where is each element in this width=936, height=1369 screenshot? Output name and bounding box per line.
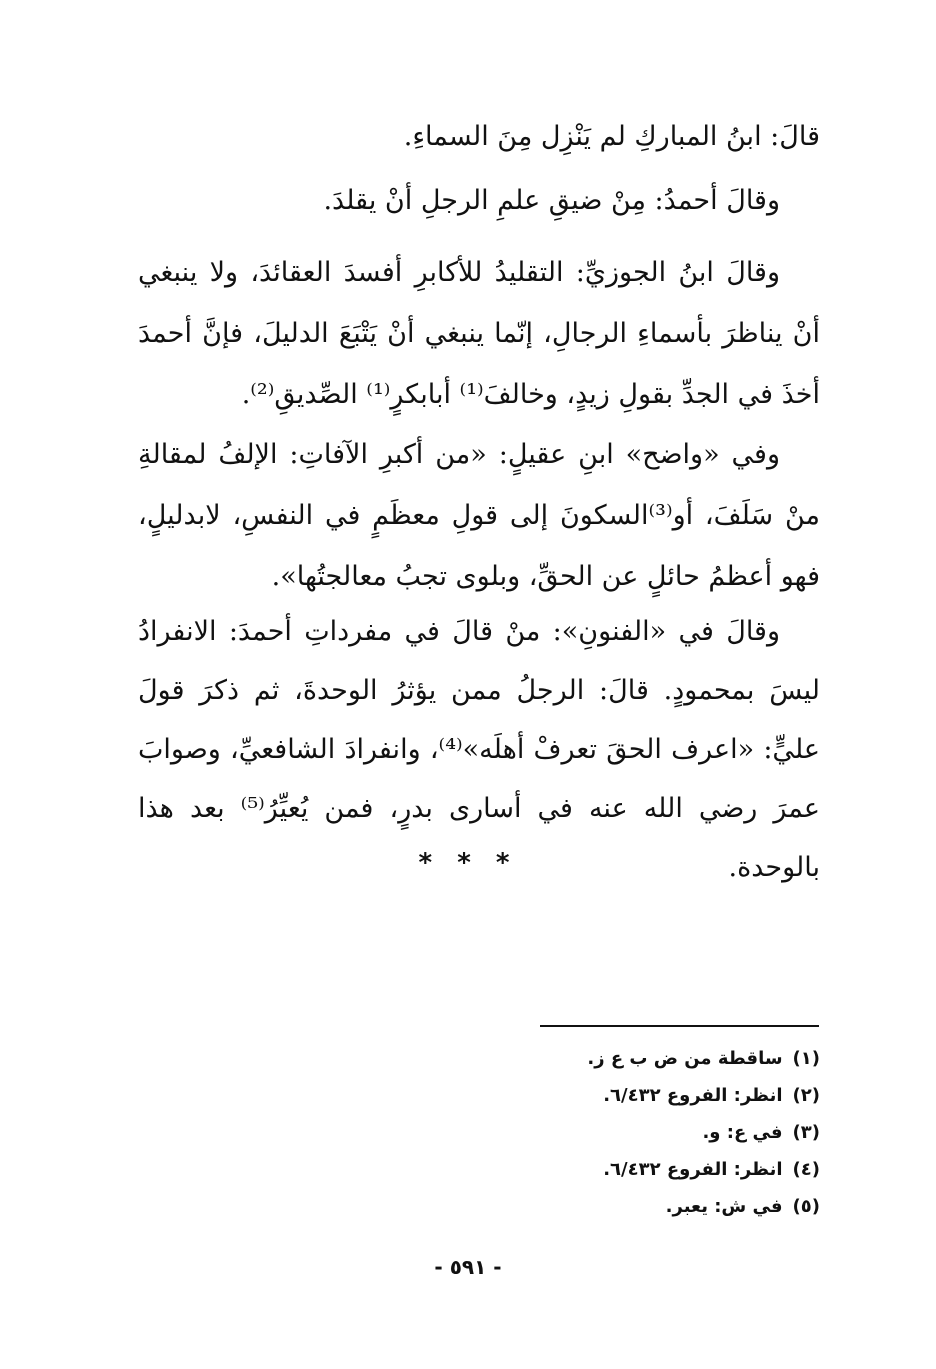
footnote-item [420,1114,820,1151]
footnote-number: (٢) [792,1085,820,1106]
paragraph-4: وفي «واضح» ابنِ عقيلٍ: «من أكبرِ الآفاتِ: الإلفُ لمقالةِ منْ سَلَفَ، أو⁽³⁾السكونَ إلى قولِ معظَمٍ في النفسِ، لابدليلٍ، فهو أعظمُ حائلٍ عن الحقِّ، وبلوى تجبُ معالجتُها». [138,439,820,592]
footnote-divider [540,1025,819,1027]
section-separator: * * * [418,848,518,878]
footnote-item [420,1188,820,1225]
footnote-item [420,1151,820,1188]
paragraph-1: قالَ: ابنُ المباركِ لم يَنْزِل مِنَ السماءِ. [403,121,820,152]
footnote-number: (٤) [792,1159,820,1180]
footnote-text: في ش: يعبر. [665,1196,783,1217]
footnote-number: (٥) [792,1196,820,1217]
footnote-text: في ع: و. [702,1122,783,1143]
paragraph-2: وقالَ أحمدُ: مِنْ ضيقِ علمِ الرجلِ أنْ يقلدَ. [323,185,780,216]
footnote-text: انظر: الفروع ٦/٤٣٢. [603,1159,783,1180]
paragraph-5: وقالَ في «الفنونِ»: منْ قالَ في مفرداتِ أحمدَ: الانفرادُ ليسَ بمحمودٍ. قالَ: الرجلُ ممن يؤثرُ الوحدةَ، ثم ذكرَ قولَ عليٍّ: «اعرف الحقَ تعرفْ أهلَه»⁽⁴⁾، وانفرادَ الشافعيِّ، وصوابَ عمرَ رضي الله عنه في أسارى بدرٍ، فمن يُعيِّرُ⁽⁵⁾ بعد هذا بالوحدة. [138,616,820,883]
footnote-text: ساقطة من ض ب ع ز. [587,1048,783,1069]
footnote-item [420,1077,820,1114]
footnotes-list [420,1040,820,1225]
footnote-number: (٣) [792,1122,820,1143]
page-number: - ٥٩١ - [434,1255,502,1279]
paragraph-3: وقالَ ابنُ الجوزيِّ: التقليدُ للأكابرِ أفسدَ العقائدَ، ولا ينبغي أنْ يناظرَ بأسماءِ الرجالِ، إنّما ينبغي أنْ يَتْبَعَ الدليلَ، فإنَّ أحمدَ أخذَ في الجدِّ بقولِ زيدٍ، وخالفَ⁽¹⁾ أبابكرٍ⁽¹⁾ الصِّديقِ⁽²⁾. [138,257,820,410]
footnote-text: انظر: الفروع ٦/٤٣٢. [603,1085,783,1106]
footnote-item [420,1040,820,1077]
footnote-number: (١) [792,1048,820,1069]
